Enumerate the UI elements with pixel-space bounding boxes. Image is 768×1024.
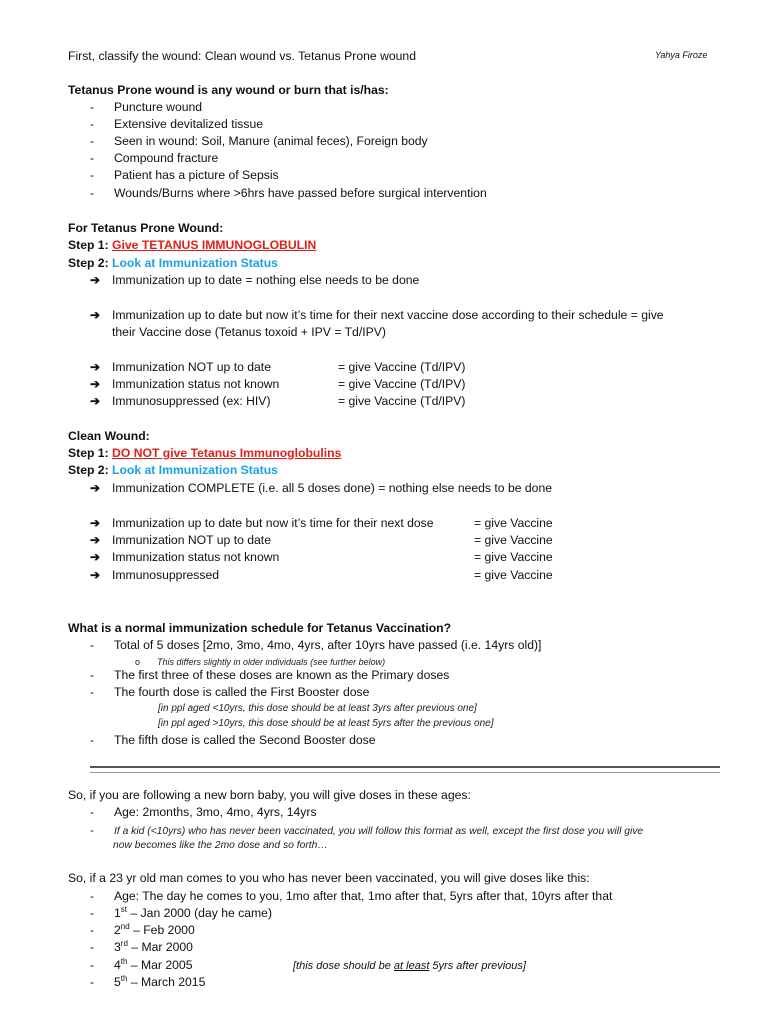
arrow-item: ➔ Immunization up to date but now it’s time for their next dose <box>90 516 434 530</box>
arrow-item: ➔ Immunization up to date = nothing else needs to be done <box>90 273 420 287</box>
action-value: = give Vaccine <box>474 516 553 530</box>
arrow-icon: ➔ <box>90 568 101 582</box>
list-item: - Puncture wound <box>90 100 203 114</box>
arrow-icon: ➔ <box>90 394 101 408</box>
arrow-icon: ➔ <box>90 550 101 564</box>
arrow-item: ➔ Immunization status not known <box>90 550 280 564</box>
arrow-item-continued: their Vaccine dose (Tetanus toxoid + IPV = Td/IPV) <box>112 325 386 339</box>
arrow-icon: ➔ <box>90 533 101 547</box>
bullet-icon: o <box>135 657 141 667</box>
adult-heading: So, if a 23 yr old man comes to you who has never been vaccinated, you will give doses like this: <box>68 871 590 885</box>
list-item: - Patient has a picture of Sepsis <box>90 168 279 182</box>
list-item: - Compound fracture <box>90 151 219 165</box>
arrow-item: ➔ Immunosuppressed <box>90 568 220 582</box>
list-item: - Wounds/Burns where >6hrs have passed before surgical intervention <box>90 186 487 200</box>
author-name: Yahya Firoze <box>655 50 708 60</box>
prone-step-1: Step 1: Give TETANUS IMMUNOGLOBULIN <box>68 238 317 252</box>
schedule-heading: What is a normal immunization schedule for Tetanus Vaccination? <box>68 621 452 635</box>
arrow-item: ➔ Immunosuppressed (ex: HIV) <box>90 394 271 408</box>
section-divider <box>90 766 720 773</box>
action-value: = give Vaccine <box>474 568 553 582</box>
action-value: = give Vaccine (Td/IPV) <box>338 360 466 374</box>
page-title: First, classify the wound: Clean wound vs. Tetanus Prone wound <box>68 49 416 63</box>
dose-note: [this dose should be at least 5yrs after previous] <box>293 960 526 972</box>
prone-wound-heading: For Tetanus Prone Wound: <box>68 221 224 235</box>
arrow-icon: ➔ <box>90 481 101 495</box>
dose-item: - 2nd – Feb 2000 <box>90 921 195 937</box>
arrow-icon: ➔ <box>90 308 101 322</box>
dose-item: - 4th – Mar 2005 <box>90 956 193 972</box>
action-value: = give Vaccine (Td/IPV) <box>338 394 466 408</box>
dose-item: - 5th – March 2015 <box>90 973 206 989</box>
action-value: = give Vaccine <box>474 533 553 547</box>
clean-wound-heading: Clean Wound: <box>68 429 150 443</box>
arrow-item: ➔ Immunization NOT up to date <box>90 533 271 547</box>
baby-heading: So, if you are following a new born baby, you will give doses in these ages: <box>68 788 471 802</box>
clean-step-1: Step 1: DO NOT give Tetanus Immunoglobulins <box>68 446 342 460</box>
list-item-continued: now becomes like the 2mo dose and so forth… <box>113 840 328 851</box>
clean-step-2: Step 2: Look at Immunization Status <box>68 463 278 477</box>
list-item: - Total of 5 doses [2mo, 3mo, 4mo, 4yrs, after 10yrs have passed (i.e. 14yrs old)] <box>90 638 542 652</box>
prone-definition-heading: Tetanus Prone wound is any wound or burn that is/has: <box>68 83 389 97</box>
arrow-item: ➔ Immunization up to date but now it’s time for their next vaccine dose according to their schedule = give <box>90 308 664 322</box>
list-item: - Age: 2months, 3mo, 4mo, 4yrs, 14yrs <box>90 805 317 819</box>
list-item: - If a kid (<10yrs) who has never been vaccinated, you will follow this format as well, except the first dose you will give <box>90 823 644 837</box>
action-value: = give Vaccine (Td/IPV) <box>338 377 466 391</box>
arrow-item: ➔ Immunization NOT up to date <box>90 360 271 374</box>
prone-step-2: Step 2: Look at Immunization Status <box>68 256 278 270</box>
action-value: = give Vaccine <box>474 550 553 564</box>
list-item: - The fourth dose is called the First Booster dose <box>90 685 370 699</box>
list-item: - Extensive devitalized tissue <box>90 117 264 131</box>
arrow-icon: ➔ <box>90 360 101 374</box>
dose-item: - 1st – Jan 2000 (day he came) <box>90 904 272 920</box>
list-item: - Age: The day he comes to you, 1mo after that, 1mo after that, 5yrs after that, 10yrs after that <box>90 889 613 903</box>
note: [in ppl aged >10yrs, this dose should be at least 5yrs after the previous one] <box>158 718 494 729</box>
list-item: - Seen in wound: Soil, Manure (animal feces), Foreign body <box>90 134 428 148</box>
dose-item: - 3rd – Mar 2000 <box>90 938 193 954</box>
arrow-icon: ➔ <box>90 516 101 530</box>
list-item: - The first three of these doses are known as the Primary doses <box>90 668 450 682</box>
list-item: - The fifth dose is called the Second Booster dose <box>90 733 376 747</box>
arrow-icon: ➔ <box>90 273 101 287</box>
arrow-item: ➔ Immunization COMPLETE (i.e. all 5 doses done) = nothing else needs to be done <box>90 481 553 495</box>
note: [in ppl aged <10yrs, this dose should be at least 3yrs after previous one] <box>158 703 477 714</box>
sub-list-item: o This differs slightly in older individuals (see further below) <box>135 654 385 670</box>
arrow-item: ➔ Immunization status not known <box>90 377 280 391</box>
arrow-icon: ➔ <box>90 377 101 391</box>
